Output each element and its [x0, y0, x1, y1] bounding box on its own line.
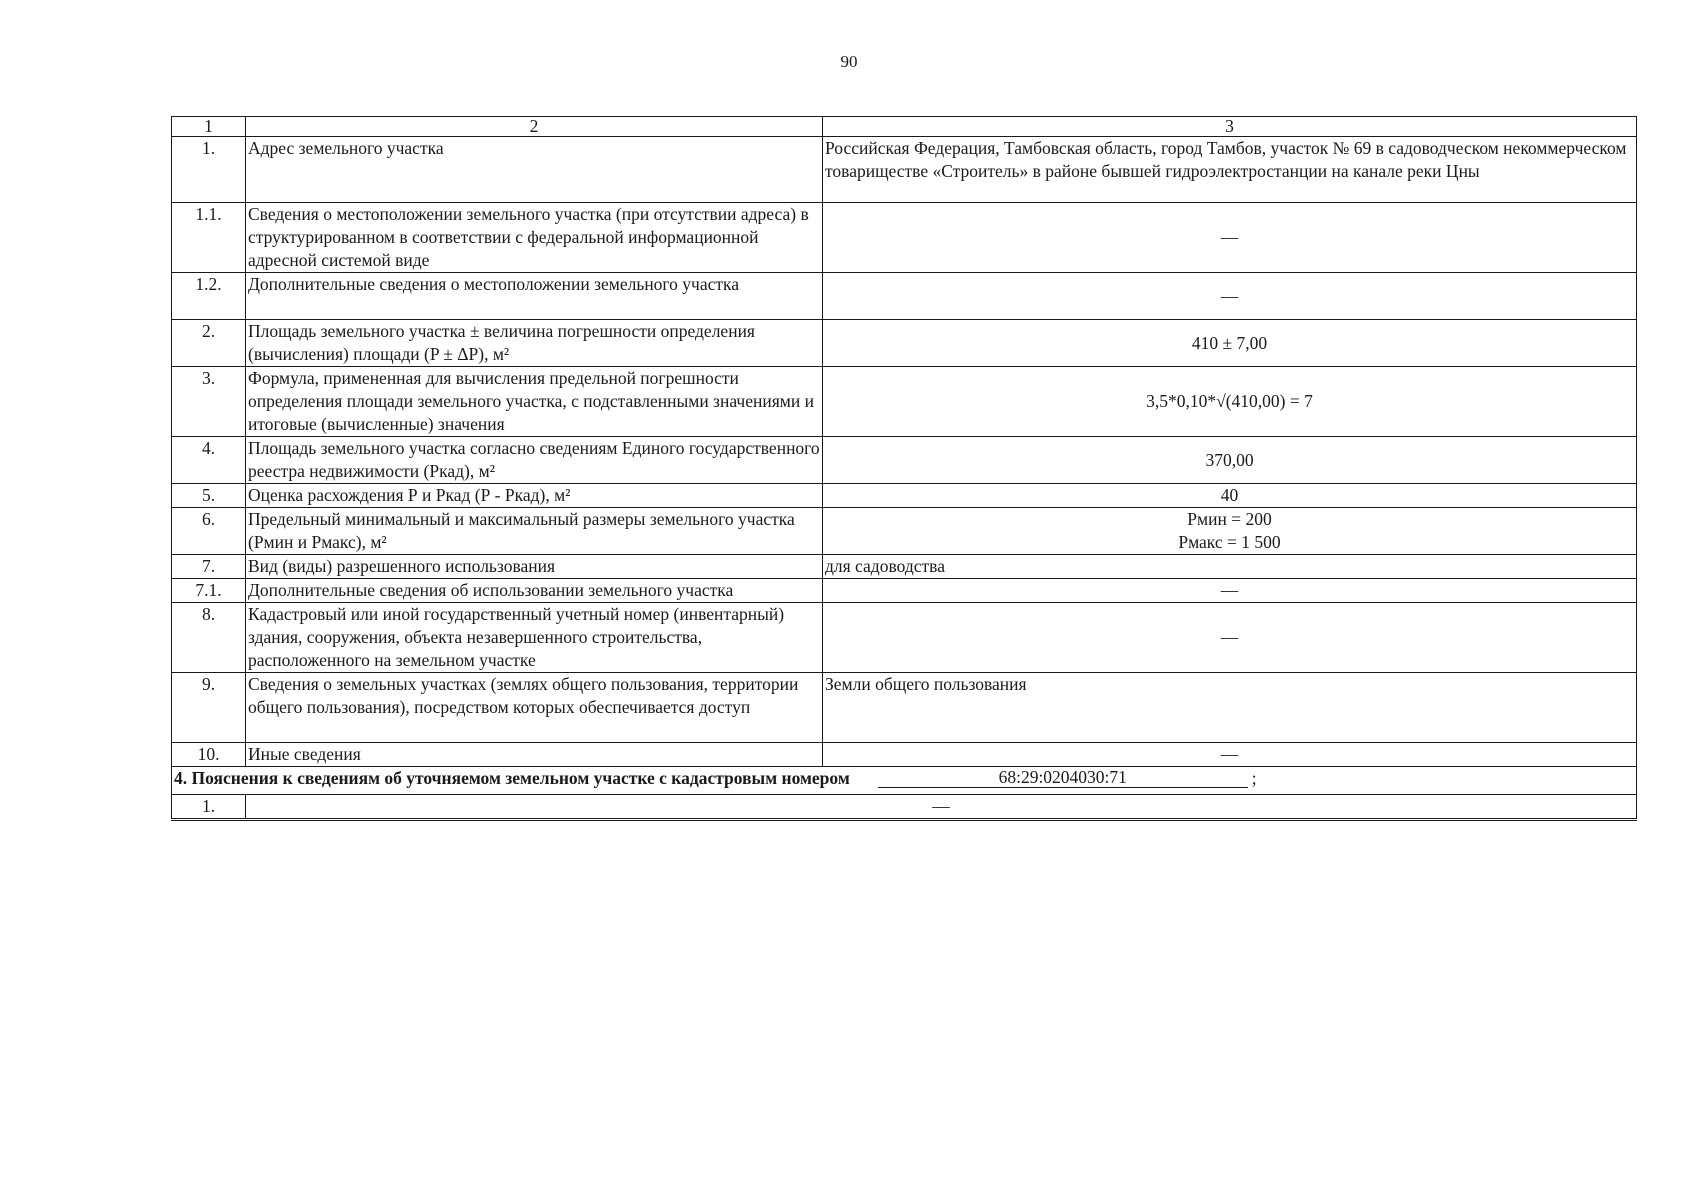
table-row — [172, 367, 1637, 437]
row-label: Сведения о местоположении земельного участка (при отсутствии адреса) в структурированном в соответствии с федеральной информационной адресной системой виде — [246, 203, 823, 273]
table-row — [172, 137, 1637, 203]
row-number: 7. — [172, 555, 246, 579]
row-number: 1.2. — [172, 273, 246, 320]
land-plot-info-table — [171, 116, 1637, 821]
section-4-title: 4. Пояснения к сведениям об уточняемом земельном участке с кадастровым номером — [174, 768, 850, 788]
row-number: 1. — [172, 795, 246, 820]
cadastral-number: 68:29:0204030:71 — [878, 767, 1248, 788]
table-row — [172, 484, 1637, 508]
row-label: Дополнительные сведения о местоположении земельного участка — [246, 273, 823, 320]
row-value: Земли общего пользования — [823, 673, 1637, 743]
row-number: 5. — [172, 484, 246, 508]
row-number: 7.1. — [172, 579, 246, 603]
row-label: Формула, примененная для вычисления предельной погрешности определения площади земельного участка, с подставленными значениями и итоговые (вычисленные) значения — [246, 367, 823, 437]
row-value: 3,5*0,10*√(410,00) = 7 — [823, 367, 1637, 437]
row-value: 40 — [823, 484, 1637, 508]
row-number: 9. — [172, 673, 246, 743]
row-value: для садоводства — [823, 555, 1637, 579]
section-4-heading — [172, 767, 1637, 795]
row-label: Сведения о земельных участках (землях общего пользования, территории общего пользования), посредством которых обеспечивается доступ — [246, 673, 823, 743]
header-col-2: 2 — [246, 117, 823, 137]
row-number: 10. — [172, 743, 246, 767]
row-label: Оценка расхождения Р и Ркад (Р - Ркад), м² — [246, 484, 823, 508]
row-label: Площадь земельного участка ± величина погрешности определения (вычисления) площади (P ± ΔP), м² — [246, 320, 823, 367]
section-4-heading-row — [172, 767, 1637, 795]
row-value: Российская Федерация, Тамбовская область, город Тамбов, участок № 69 в садоводческом некоммерческом товариществе «Строитель» в районе бывшей гидроэлектростанции на канале реки Цны — [823, 137, 1637, 203]
row-number: 6. — [172, 508, 246, 555]
row-value: — — [823, 579, 1637, 603]
row-value: 370,00 — [823, 437, 1637, 484]
row-value: — — [246, 795, 1637, 820]
row-label: Площадь земельного участка согласно сведениям Единого государственного реестра недвижимости (Ркад), м² — [246, 437, 823, 484]
row-label: Кадастровый или иной государственный учетный номер (инвентарный) здания, сооружения, объекта незавершенного строительства, расположенного на земельном участке — [246, 603, 823, 673]
page-number: 90 — [840, 52, 858, 71]
row-label: Вид (виды) разрешенного использования — [246, 555, 823, 579]
row-value: — — [823, 743, 1637, 767]
table-row — [172, 743, 1637, 767]
table-header-row — [172, 117, 1637, 137]
table-row — [172, 273, 1637, 320]
table-row — [172, 673, 1637, 743]
row-number: 4. — [172, 437, 246, 484]
table-row — [172, 579, 1637, 603]
header-col-3: 3 — [823, 117, 1637, 137]
row-label: Предельный минимальный и максимальный размеры земельного участка (Рмин и Рмакс), м² — [246, 508, 823, 555]
row-number: 3. — [172, 367, 246, 437]
row-value: 410 ± 7,00 — [823, 320, 1637, 367]
max-size-value: Рмакс = 1 500 — [1178, 532, 1281, 552]
table-row — [172, 603, 1637, 673]
row-label: Дополнительные сведения об использовании земельного участка — [246, 579, 823, 603]
min-size-value: Рмин = 200 — [1187, 509, 1272, 529]
row-value — [823, 508, 1637, 555]
table-row — [172, 795, 1637, 820]
table-row — [172, 320, 1637, 367]
cadastral-terminator: ; — [1251, 768, 1257, 788]
table-row — [172, 203, 1637, 273]
row-number: 8. — [172, 603, 246, 673]
row-label: Иные сведения — [246, 743, 823, 767]
row-label: Адрес земельного участка — [246, 137, 823, 203]
table-row — [172, 437, 1637, 484]
row-number: 2. — [172, 320, 246, 367]
row-value: — — [823, 603, 1637, 673]
table-row — [172, 555, 1637, 579]
row-value: — — [823, 203, 1637, 273]
row-number: 1.1. — [172, 203, 246, 273]
header-col-1: 1 — [172, 117, 246, 137]
row-number: 1. — [172, 137, 246, 203]
table-row — [172, 508, 1637, 555]
row-value: — — [823, 273, 1637, 320]
